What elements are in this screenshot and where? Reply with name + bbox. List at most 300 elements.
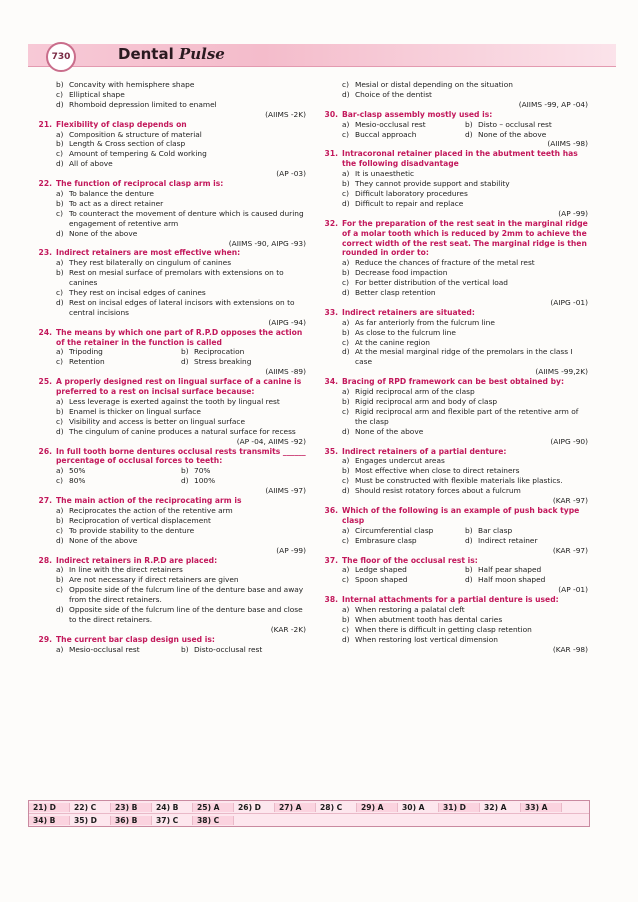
answer-option: [316, 268, 588, 278]
option-text: Rhomboid depression limited to enamel: [69, 99, 217, 109]
answer-option: [30, 298, 306, 318]
option-text: Tripoding: [69, 347, 103, 357]
option-pair-row: [30, 466, 306, 476]
option-text: Engages undercut areas: [355, 456, 445, 466]
option-letter: a): [342, 387, 350, 397]
answer-key-cell: 32) A: [480, 803, 521, 812]
answer-option: [316, 258, 588, 268]
option-pair-row: [30, 357, 306, 367]
question-text: The main action of the reciprocating arm is: [56, 496, 242, 506]
answer-option: [316, 615, 588, 625]
question-stem: [30, 556, 306, 566]
option-letter: a): [342, 258, 350, 268]
answer-option: [316, 476, 588, 486]
option-text: Difficult to repair and replace: [355, 198, 464, 208]
option-text: Most effective when close to direct retainers: [355, 466, 520, 476]
option-letter: a): [56, 644, 64, 654]
option-letter: b): [56, 80, 64, 89]
option-letter: c): [56, 149, 63, 159]
option-text: When restoring lost vertical dimension: [355, 634, 498, 644]
answer-key-cell: 33) A: [521, 803, 562, 812]
option-text: 50%: [69, 466, 86, 476]
exam-source: (AIIMS -98): [547, 139, 588, 149]
page-number-badge: 730: [46, 42, 76, 72]
answer-option: [316, 179, 588, 189]
answer-option: [465, 120, 588, 130]
answer-key-row: [29, 813, 589, 826]
option-text: Elliptical shape: [69, 89, 125, 99]
option-letter: b): [465, 119, 473, 129]
option-letter: c): [56, 525, 63, 535]
option-letter: a): [342, 525, 350, 535]
option-pair-row: [316, 130, 588, 140]
answer-option: [56, 466, 181, 476]
answer-option: [30, 149, 306, 159]
answer-option: [30, 575, 306, 585]
option-letter: b): [181, 644, 189, 654]
option-letter: d): [181, 357, 189, 367]
option-letter: c): [56, 476, 63, 486]
option-letter: a): [56, 347, 64, 357]
answer-option: [316, 189, 588, 199]
option-letter: b): [342, 466, 350, 476]
question-number: 22.: [38, 179, 52, 189]
option-letter: d): [56, 228, 64, 238]
answer-option: [342, 130, 465, 140]
option-text: Indirect retainer: [478, 535, 538, 545]
question-stem: [316, 219, 588, 259]
option-text: In line with the direct retainers: [69, 565, 183, 575]
answer-key-row: [29, 801, 589, 813]
option-text: For better distribution of the vertical load: [355, 278, 508, 288]
option-text: Disto – occlusal rest: [478, 119, 552, 129]
exam-source: (AIIMS -99, AP -04): [518, 99, 588, 109]
option-letter: c): [342, 278, 349, 288]
option-letter: b): [56, 139, 64, 149]
option-text: To counteract the movement of denture which is caused during engagement of retentive arm: [69, 208, 304, 228]
question-text: Which of the following is an example of push back type clasp: [342, 505, 580, 525]
answer-option: [316, 605, 588, 615]
option-letter: b): [56, 268, 64, 278]
exam-source: (AIIMS -99,2K): [535, 367, 588, 377]
option-letter: a): [342, 169, 350, 179]
answer-option: [56, 357, 181, 367]
question-number: 37.: [324, 555, 338, 565]
header-band: [28, 44, 616, 67]
answer-option: [56, 347, 181, 357]
answer-option: [30, 565, 306, 575]
answer-option: [316, 625, 588, 635]
answer-option: [30, 159, 306, 169]
option-letter: c): [342, 337, 349, 347]
option-pair-row: [30, 347, 306, 357]
answer-option: [30, 605, 306, 625]
title-main: Dental: [118, 45, 179, 63]
option-text: 80%: [69, 476, 86, 486]
question-number: 38.: [324, 595, 338, 605]
option-text: At the mesial marginal ridge of the premolars in the class I case: [355, 347, 573, 367]
answer-option: [30, 526, 306, 536]
answer-option: [316, 347, 588, 367]
answer-option: [316, 456, 588, 466]
option-text: Rest on mesial surface of premolars with extensions on to canines: [69, 268, 284, 288]
answer-option: [316, 80, 588, 90]
option-text: Bar clasp: [478, 525, 513, 535]
answer-option: [465, 536, 588, 546]
option-text: As close to the fulcrum line: [355, 327, 456, 337]
option-text: Rigid reciprocal arm and body of clasp: [355, 397, 498, 406]
question-number: 28.: [38, 555, 52, 565]
answer-key-cell: 38) C: [193, 816, 234, 825]
answer-option: [30, 506, 306, 516]
option-text: Concavity with hemisphere shape: [69, 80, 195, 89]
answer-option: [56, 645, 181, 655]
answer-option: [465, 130, 588, 140]
option-text: Enamel is thicker on lingual surface: [69, 406, 201, 416]
exam-source: (AIPG -01): [550, 297, 588, 307]
answer-key-cell: 29) A: [357, 803, 398, 812]
option-text: Are not necessary if direct retainers are given: [69, 575, 239, 585]
answer-key-cell: 36) B: [111, 816, 152, 825]
title-sub: Pulse: [178, 45, 225, 63]
option-letter: c): [342, 476, 349, 486]
option-text: Decrease food impaction: [355, 268, 448, 278]
option-text: 100%: [194, 476, 216, 486]
option-letter: b): [342, 327, 350, 337]
question-text: In full tooth borne dentures occlusal rests transmits ______ percentage of occlusal forces to teeth:: [56, 446, 306, 466]
option-letter: b): [342, 614, 350, 624]
option-text: Better clasp retention: [355, 288, 436, 298]
answer-option: [465, 575, 588, 585]
option-letter: c): [342, 624, 349, 634]
option-text: Rest on incisal edges of lateral incisors with extensions on to central incisions: [69, 297, 295, 317]
option-letter: a): [56, 505, 64, 515]
answer-option: [30, 268, 306, 288]
question-stem: [316, 447, 588, 457]
option-text: Ledge shaped: [355, 565, 407, 575]
question-text: The floor of the occlusal rest is:: [342, 555, 478, 565]
option-text: Reciprocation: [194, 347, 245, 357]
option-letter: d): [342, 347, 350, 357]
question-stem: [316, 110, 588, 120]
answer-option: [181, 466, 306, 476]
question-number: 25.: [38, 377, 52, 387]
answer-option: [30, 139, 306, 149]
question-stem: [316, 308, 588, 318]
option-letter: b): [342, 179, 350, 189]
exam-source: (AIPG -90): [550, 436, 588, 446]
option-letter: a): [56, 188, 64, 198]
answer-key-cell: 34) B: [29, 816, 70, 825]
question-number: 36.: [324, 505, 338, 515]
book-title: [118, 45, 225, 63]
option-letter: c): [56, 208, 63, 218]
option-letter: c): [56, 357, 63, 367]
option-text: They rest on incisal edges of canines: [69, 288, 206, 298]
answer-key-cell: 24) B: [152, 803, 193, 812]
right-column: [316, 80, 588, 655]
option-text: They rest bilaterally on cingulum of canines: [69, 258, 232, 268]
left-column: [30, 80, 306, 655]
question-stem: [30, 248, 306, 258]
answer-option: [30, 100, 306, 110]
question-text: Flexibility of clasp depends on: [56, 119, 187, 129]
option-letter: d): [342, 426, 350, 436]
option-text: 70%: [194, 466, 211, 476]
answer-option: [316, 169, 588, 179]
option-letter: b): [56, 198, 64, 208]
exam-source: (AP -99): [276, 545, 306, 555]
answer-option: [30, 585, 306, 605]
exam-source: (AP -03): [276, 169, 306, 179]
question-number: 33.: [324, 307, 338, 317]
answer-key: [28, 800, 590, 827]
answer-option: [30, 397, 306, 407]
question-stem: [316, 556, 588, 566]
exam-source: (AP -99): [558, 208, 588, 218]
question-text: The function of reciprocal clasp arm is:: [56, 179, 224, 189]
answer-option: [316, 288, 588, 298]
option-text: Visibility and access is better on lingual surface: [69, 416, 246, 426]
option-letter: d): [56, 159, 64, 169]
exam-source: (AP -01): [558, 585, 588, 595]
question-stem: [316, 595, 588, 605]
option-letter: d): [465, 129, 473, 139]
answer-option: [181, 476, 306, 486]
option-pair-row: [316, 526, 588, 536]
option-text: Reciprocates the action of the retentive arm: [69, 505, 233, 515]
option-text: As far anteriorly from the fulcrum line: [355, 317, 495, 327]
option-text: Half moon shaped: [478, 575, 546, 585]
question-text: Bracing of RPD framework can be best obtained by:: [342, 377, 565, 387]
option-text: Length & Cross section of clasp: [69, 139, 186, 149]
answer-key-cell: 28) C: [316, 803, 357, 812]
answer-option: [465, 526, 588, 536]
question-number: 35.: [324, 446, 338, 456]
option-letter: c): [342, 80, 349, 89]
answer-key-cell: 22) C: [70, 803, 111, 812]
answer-key-cell: 31) D: [439, 803, 480, 812]
option-letter: b): [181, 347, 189, 357]
option-letter: a): [56, 258, 64, 268]
exam-source: (AIPG -94): [268, 317, 306, 327]
option-letter: d): [56, 99, 64, 109]
option-letter: b): [56, 406, 64, 416]
option-letter: a): [342, 605, 350, 615]
option-pair-row: [30, 476, 306, 486]
option-text: Embrasure clasp: [355, 535, 417, 545]
question-stem: [30, 179, 306, 189]
answer-key-cell: 21) D: [29, 803, 70, 812]
question-text: A properly designed rest on lingual surface of a canine is preferred to a rest on incisal surface because:: [56, 377, 302, 397]
answer-option: [316, 318, 588, 328]
option-text: All of above: [69, 159, 113, 169]
option-letter: b): [181, 466, 189, 476]
exam-source: (KAR -97): [552, 545, 588, 555]
answer-key-cell: 30) A: [398, 803, 439, 812]
option-text: To provide stability to the denture: [69, 525, 195, 535]
option-letter: b): [56, 515, 64, 525]
answer-option: [316, 338, 588, 348]
question-stem: [30, 447, 306, 467]
option-text: Reduce the chances of fracture of the metal rest: [355, 258, 535, 268]
question-number: 29.: [38, 634, 52, 644]
option-letter: a): [342, 317, 350, 327]
option-letter: c): [342, 129, 349, 139]
answer-option: [30, 80, 306, 90]
option-letter: d): [56, 426, 64, 436]
option-letter: b): [56, 575, 64, 585]
option-text: Mesio-occlusal rest: [69, 644, 140, 654]
question-text: The means by which one part of R.P.D opposes the action of the retainer in the function is called: [56, 327, 303, 347]
question-number: 34.: [324, 377, 338, 387]
option-letter: c): [56, 288, 63, 298]
question-number: 24.: [38, 327, 52, 337]
answer-option: [30, 258, 306, 268]
question-stem: [30, 120, 306, 130]
answer-key-cell: 27) A: [275, 803, 316, 812]
option-letter: c): [342, 575, 349, 585]
option-letter: d): [181, 476, 189, 486]
answer-option: [30, 209, 306, 229]
question-stem: [316, 149, 588, 169]
option-pair-row: [316, 536, 588, 546]
option-pair-row: [316, 120, 588, 130]
exam-source: (AP -04, AIIMS -92): [236, 436, 306, 446]
answer-option: [30, 516, 306, 526]
option-letter: d): [56, 605, 64, 615]
option-letter: d): [342, 198, 350, 208]
question-number: 30.: [324, 109, 338, 119]
option-text: Disto-occlusal rest: [194, 644, 263, 654]
option-letter: d): [342, 486, 350, 496]
option-text: Opposite side of the fulcrum line of the denture base and away from the direct retainers.: [69, 585, 304, 605]
option-text: Should resist rotatory forces about a fulcrum: [355, 486, 521, 496]
question-number: 32.: [324, 218, 338, 228]
answer-option: [316, 328, 588, 338]
answer-option: [316, 199, 588, 209]
answer-option: [30, 407, 306, 417]
option-text: Circumferential clasp: [355, 525, 434, 535]
option-text: The cingulum of canine produces a natural surface for recess: [69, 426, 296, 436]
answer-option: [316, 427, 588, 437]
exam-source: (KAR -98): [552, 644, 588, 654]
answer-option: [30, 189, 306, 199]
option-text: Amount of tempering & Cold working: [69, 149, 207, 159]
option-text: Stress breaking: [194, 357, 252, 367]
option-pair-row: [316, 575, 588, 585]
answer-option: [30, 417, 306, 427]
answer-key-cell: 37) C: [152, 816, 193, 825]
option-text: When abutment tooth has dental caries: [355, 614, 503, 624]
option-text: Choice of the dentist: [355, 89, 432, 99]
answer-option: [30, 288, 306, 298]
question-stem: [30, 377, 306, 397]
question-text: Indirect retainers are situated:: [342, 307, 475, 317]
answer-option: [30, 229, 306, 239]
option-letter: d): [465, 535, 473, 545]
answer-option: [316, 90, 588, 100]
option-letter: b): [465, 565, 473, 575]
option-text: They cannot provide support and stability: [355, 179, 510, 189]
option-text: Less leverage is exerted against the tooth by lingual rest: [69, 397, 280, 406]
option-text: Composition & structure of material: [69, 129, 202, 139]
option-text: Mesio-occlusal rest: [355, 119, 426, 129]
answer-option: [342, 536, 465, 546]
option-letter: b): [342, 397, 350, 406]
question-stem: [30, 496, 306, 506]
answer-option: [56, 476, 181, 486]
question-number: 21.: [38, 119, 52, 129]
answer-option: [316, 635, 588, 645]
option-text: Rigid reciprocal arm and flexible part of the retentive arm of the clasp: [355, 406, 579, 426]
option-letter: a): [56, 565, 64, 575]
option-letter: a): [342, 456, 350, 466]
option-letter: c): [56, 585, 63, 595]
answer-option: [316, 387, 588, 397]
answer-key-cell: 25) A: [193, 803, 234, 812]
option-letter: a): [342, 119, 350, 129]
question-text: Internal attachments for a partial denture is used:: [342, 595, 559, 605]
option-text: When restoring a palatal cleft: [355, 605, 465, 615]
option-text: None of the above: [478, 129, 547, 139]
exam-source: (KAR -97): [552, 496, 588, 506]
question-text: Indirect retainers are most effective when:: [56, 248, 241, 258]
answer-option: [342, 565, 465, 575]
question-text: Indirect retainers of a partial denture:: [342, 446, 507, 456]
option-letter: b): [465, 525, 473, 535]
exam-source: (AIIMS -90, AIPG -93): [228, 238, 306, 248]
option-letter: a): [56, 129, 64, 139]
option-letter: b): [342, 268, 350, 278]
option-text: Retention: [69, 357, 105, 367]
option-letter: d): [342, 634, 350, 644]
answer-option: [30, 427, 306, 437]
question-number: 23.: [38, 248, 52, 258]
answer-option: [316, 278, 588, 288]
option-text: None of the above: [355, 426, 424, 436]
option-letter: d): [56, 297, 64, 307]
option-text: Difficult laboratory procedures: [355, 188, 468, 198]
option-text: It is unaesthetic: [355, 169, 415, 179]
question-number: 31.: [324, 149, 338, 159]
question-text: Indirect retainers in R.P.D are placed:: [56, 555, 218, 565]
option-text: Mesial or distal depending on the situation: [355, 80, 513, 89]
option-text: Rigid reciprocal arm of the clasp: [355, 387, 475, 397]
answer-option: [316, 486, 588, 496]
exam-source: (KAR -2K): [270, 624, 306, 634]
option-text: Spoon shaped: [355, 575, 408, 585]
option-text: To balance the denture: [69, 188, 154, 198]
option-text: None of the above: [69, 228, 138, 238]
answer-option: [30, 199, 306, 209]
question-text: For the preparation of the rest seat in the marginal ridge of a molar tooth which is reduced by 2mm to achieve the correct width of the rest seat. The marginal ridge is then rounded in order to:: [342, 218, 588, 258]
answer-key-cell: 23) B: [111, 803, 152, 812]
answer-key-cell: 35) D: [70, 816, 111, 825]
option-letter: d): [342, 89, 350, 99]
question-text: Intracoronal retainer placed in the abutment teeth has the following disadvantage: [342, 149, 578, 169]
option-letter: d): [465, 575, 473, 585]
exam-source: (AIIMS -97): [265, 486, 306, 496]
answer-key-cell: 26) D: [234, 803, 275, 812]
answer-option: [181, 645, 306, 655]
answer-option: [30, 90, 306, 100]
answer-option: [30, 536, 306, 546]
option-pair-row: [316, 565, 588, 575]
option-text: None of the above: [69, 535, 138, 545]
option-letter: c): [56, 416, 63, 426]
option-letter: d): [342, 288, 350, 298]
